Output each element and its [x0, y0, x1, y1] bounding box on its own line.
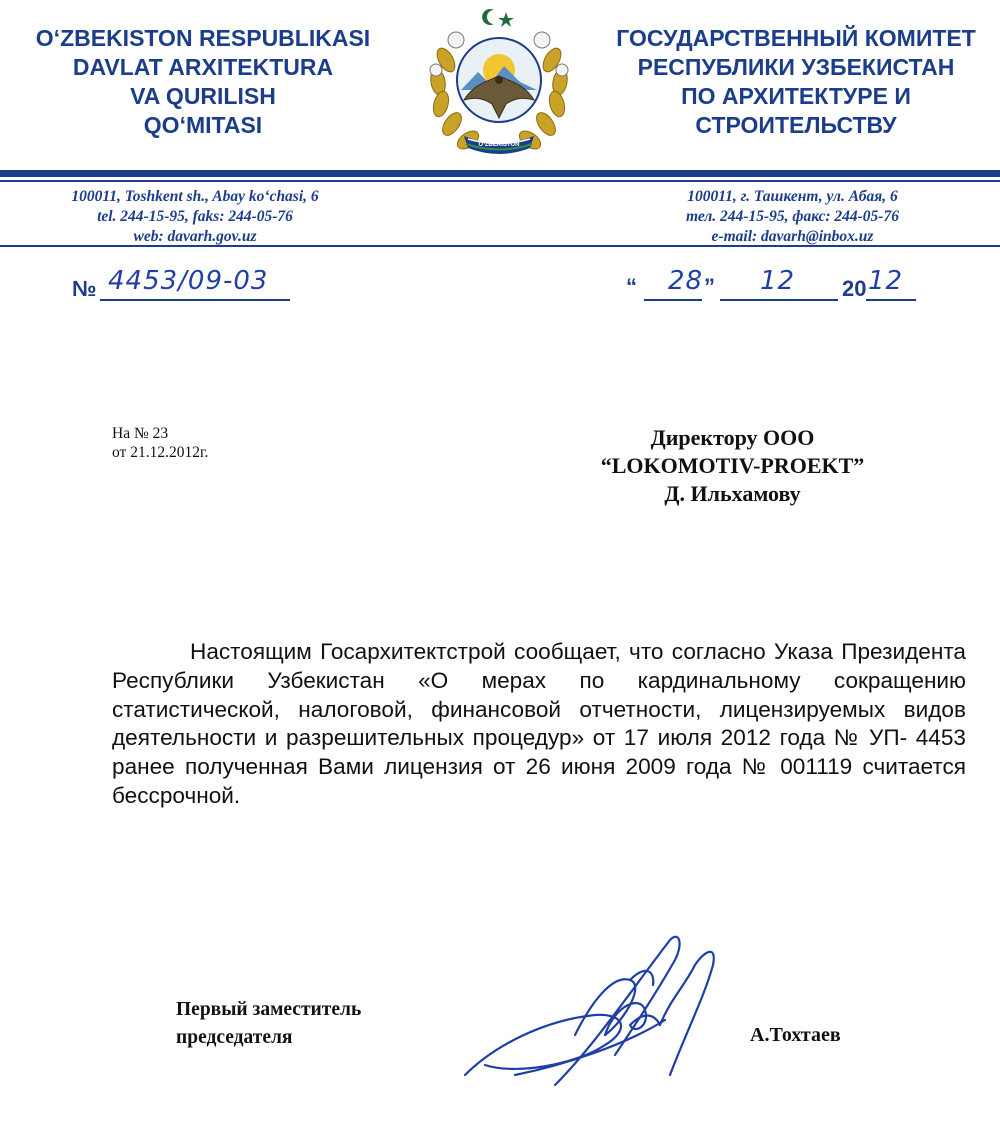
emblem-ribbon-text: O‘ZBEKISTON — [478, 142, 520, 148]
letterhead-title-russian-line: СТРОИТЕЛЬСТВУ — [695, 112, 897, 138]
handwritten-signature — [455, 925, 735, 1105]
signatory-name: А.Тохтаев — [750, 1024, 841, 1046]
reference-date: от 21.12.2012г. — [112, 444, 209, 461]
address-block-uzbek — [30, 187, 360, 247]
address-line: 100011, г. Ташкент, ул. Абая, 6 — [687, 188, 898, 205]
letterhead-title-uzbek-line: VA QURILISH — [130, 83, 276, 109]
date-year-underline — [866, 299, 916, 301]
letterhead-title-uzbek-line: DAVLAT ARXITEKTURA — [72, 54, 334, 80]
state-emblem-icon — [416, 0, 582, 166]
letterhead-title-uzbek-line: QO‘MITASI — [143, 112, 263, 138]
date-month-underline — [720, 299, 838, 301]
letterhead-divider-thick — [0, 170, 1000, 177]
addressee-title: Директору ООО — [650, 425, 815, 450]
address-line: e-mail: davarh@inbox.uz — [711, 228, 874, 245]
letterhead-title-uzbek-line: O‘ZBEKISTON RESPUBLIKASI — [35, 25, 371, 51]
letterhead-title-russian-line: ГОСУДАРСТВЕННЫЙ КОМИТЕТ — [616, 25, 976, 51]
date-day-value: 28 — [668, 266, 704, 296]
reference-block — [112, 424, 208, 462]
address-line: тел. 244-15-95, факс: 244-05-76 — [686, 208, 899, 225]
reg-number-underline — [100, 299, 290, 301]
signatory-position — [176, 996, 361, 1052]
date-day-underline — [644, 299, 702, 301]
signatory-position-line: председателя — [176, 1027, 293, 1048]
signatory-position-line: Первый заместитель — [176, 999, 362, 1020]
addressee-company: “LOKOMOTIV-PROEKT” — [600, 453, 865, 478]
date-year-value: 12 — [868, 266, 904, 296]
letterhead-title-russian-line: ПО АРХИТЕКТУРЕ И — [681, 83, 911, 109]
letter-body-paragraph: Настоящим Госархитектстрой сообщает, что согласно Указа Президента Республики Узбекистан «О мерах по кардинальному сокращению статистической, налоговой, финансовой отчетности, лицензируемых видов деятельности и разрешительных процедур» от 17 июля 2012 года № УП- 4453 ранее полученная Вами лицензия от 26 июня 2009 года № 001119 считается бессрочной. — [112, 639, 966, 808]
address-line: 100011, Toshkent sh., Abay ko‘chasi, 6 — [71, 188, 319, 205]
address-line: tel. 244-15-95, faks: 244-05-76 — [97, 208, 293, 225]
address-block-russian — [640, 187, 945, 247]
letterhead-title-russian — [596, 24, 996, 140]
date-open-quote: “ — [626, 274, 637, 299]
reg-number-label: № — [72, 276, 97, 301]
letterhead-title-russian-line: РЕСПУБЛИКИ УЗБЕКИСТАН — [637, 54, 955, 80]
address-divider — [0, 245, 1000, 247]
letter-body — [112, 638, 966, 811]
addressee-block — [560, 424, 905, 508]
date-year-prefix: 20 — [842, 276, 867, 301]
reference-number: На № 23 — [112, 425, 169, 442]
reg-number-value: 4453/09-03 — [108, 266, 269, 296]
addressee-name: Д. Ильхамову — [664, 481, 801, 506]
letterhead-divider-thin — [0, 180, 1000, 182]
date-close-quote: ” — [704, 274, 715, 299]
date-month-value: 12 — [760, 266, 796, 296]
letterhead-title-uzbek — [18, 24, 388, 140]
address-line: web: davarh.gov.uz — [133, 228, 257, 245]
